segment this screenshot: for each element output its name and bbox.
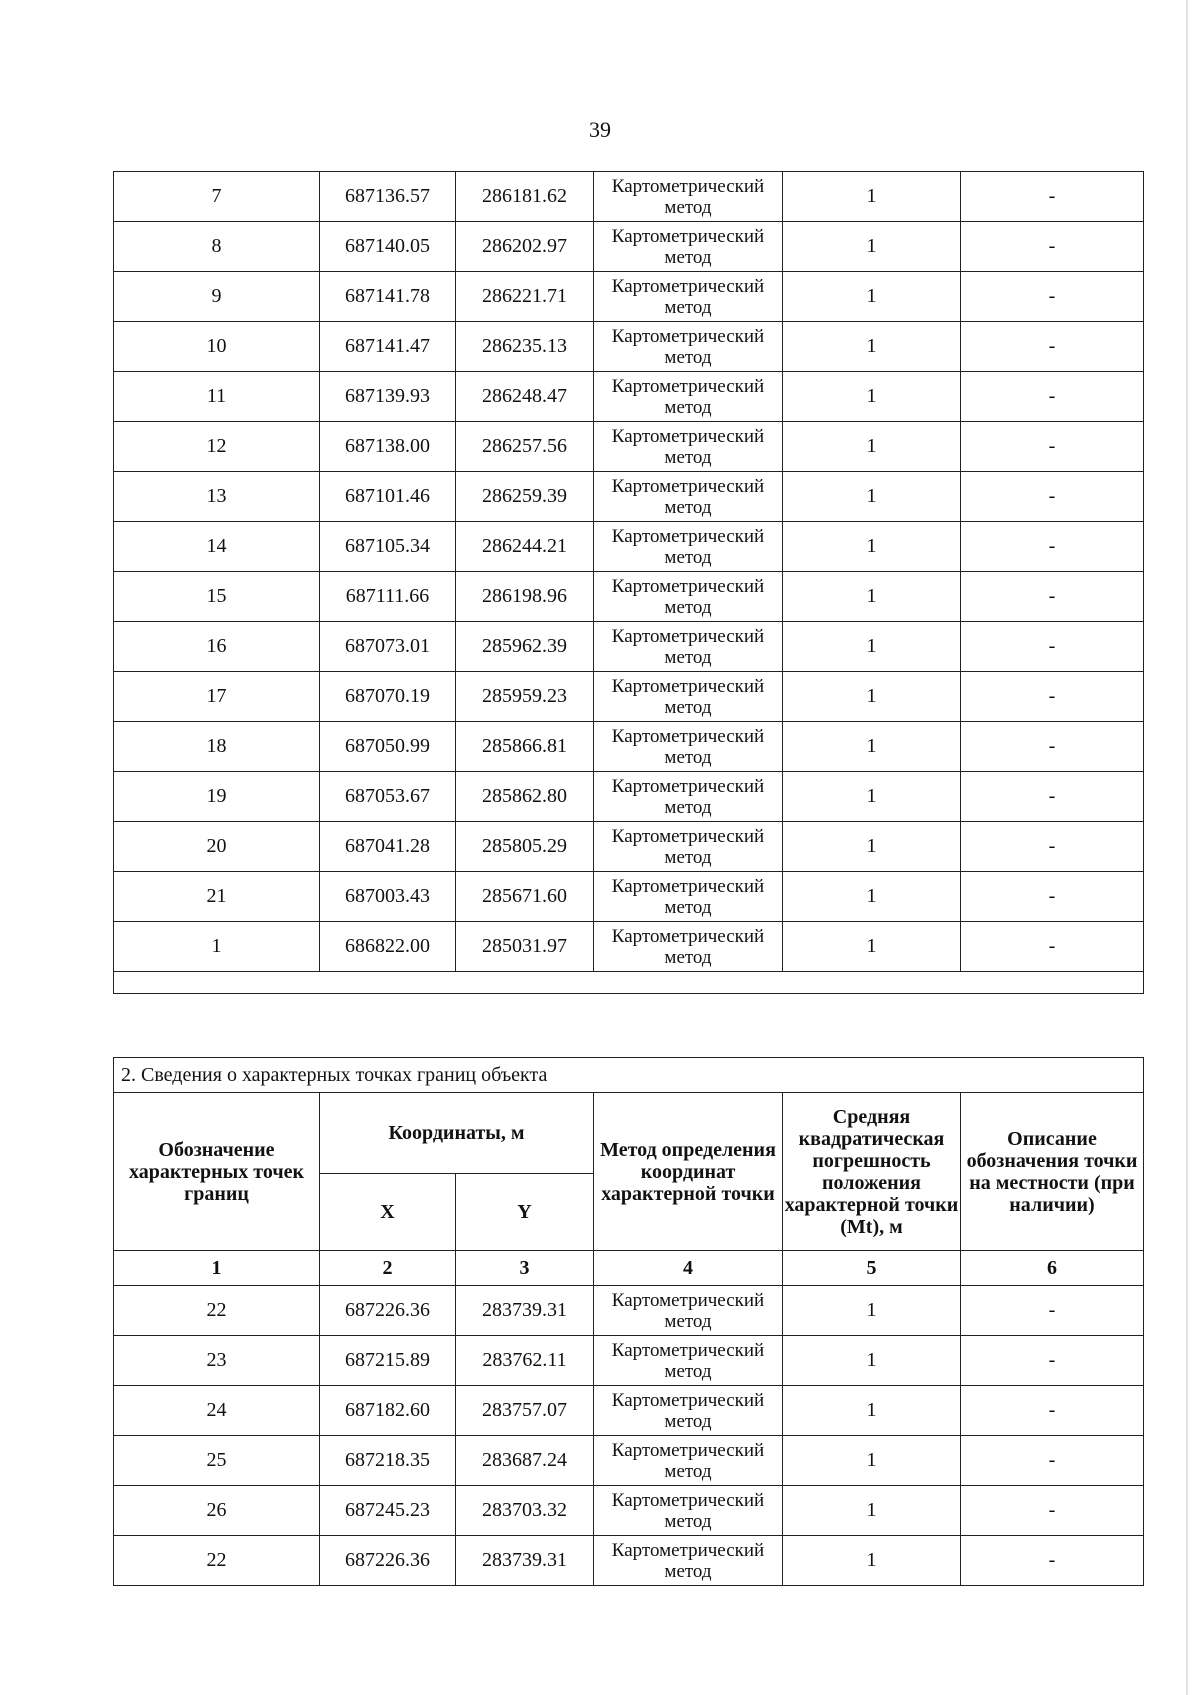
method-line-1: Картометрический (611, 625, 765, 647)
point-description: - (961, 1486, 1144, 1536)
method-line-2: метод (664, 346, 712, 368)
point-description: - (961, 372, 1144, 422)
method-line-2: метод (664, 246, 712, 268)
method-line-1: Картометрический (611, 375, 765, 397)
method-line-2: метод (664, 846, 712, 868)
method-line-1: Картометрический (611, 1289, 765, 1311)
coord-x: 687073.01 (320, 622, 456, 672)
point-number: 7 (114, 172, 320, 222)
error-value: 1 (783, 1486, 961, 1536)
point-number: 15 (114, 572, 320, 622)
coord-y: 285959.23 (456, 672, 594, 722)
method-line-2: метод (664, 596, 712, 618)
coord-y: 285962.39 (456, 622, 594, 672)
coord-y: 286244.21 (456, 522, 594, 572)
page-number: 39 (589, 117, 611, 142)
error-value: 1 (783, 672, 961, 722)
error-value: 1 (783, 1286, 961, 1336)
method-line-2: метод (664, 1560, 712, 1582)
point-description: - (961, 872, 1144, 922)
method-cell (594, 222, 783, 272)
point-number: 20 (114, 822, 320, 872)
header-y: Y (456, 1174, 594, 1251)
coord-y: 283757.07 (456, 1386, 594, 1436)
section2-title: 2. Сведения о характерных точках границ объекта (114, 1058, 1144, 1093)
point-number: 25 (114, 1436, 320, 1486)
error-value: 1 (783, 272, 961, 322)
table-row (114, 772, 1144, 822)
method-line-1: Картометрический (611, 1489, 765, 1511)
table-row (114, 172, 1144, 222)
point-number: 9 (114, 272, 320, 322)
point-number: 19 (114, 772, 320, 822)
coord-y: 286235.13 (456, 322, 594, 372)
method-cell (594, 472, 783, 522)
coord-x: 687101.46 (320, 472, 456, 522)
coord-x: 687136.57 (320, 172, 456, 222)
table-row (114, 522, 1144, 572)
coord-y: 285805.29 (456, 822, 594, 872)
method-line-2: метод (664, 396, 712, 418)
column-number: 3 (456, 1251, 594, 1286)
error-value: 1 (783, 422, 961, 472)
point-number: 13 (114, 472, 320, 522)
table-row (114, 322, 1144, 372)
point-description: - (961, 922, 1144, 972)
method-line-1: Картометрический (611, 475, 765, 497)
coord-x: 687245.23 (320, 1486, 456, 1536)
method-cell (594, 372, 783, 422)
coord-y: 283739.31 (456, 1286, 594, 1336)
method-line-2: метод (664, 896, 712, 918)
point-description: - (961, 422, 1144, 472)
point-description: - (961, 1436, 1144, 1486)
method-cell (594, 322, 783, 372)
error-value: 1 (783, 322, 961, 372)
coord-y: 283703.32 (456, 1486, 594, 1536)
point-description: - (961, 672, 1144, 722)
header-coordinates: Координаты, м (320, 1093, 594, 1174)
point-description: - (961, 572, 1144, 622)
table-row (114, 1436, 1144, 1486)
coord-x: 687140.05 (320, 222, 456, 272)
blank-cell (114, 972, 1144, 994)
error-value: 1 (783, 472, 961, 522)
method-line-1: Картометрический (611, 275, 765, 297)
coord-y: 285862.80 (456, 772, 594, 822)
method-line-2: метод (664, 1510, 712, 1532)
coord-x: 687003.43 (320, 872, 456, 922)
method-line-1: Картометрический (611, 575, 765, 597)
header-description: Описание обозначения точки на местности (при наличии) (961, 1093, 1144, 1251)
column-number: 4 (594, 1251, 783, 1286)
column-number: 2 (320, 1251, 456, 1286)
method-line-1: Картометрический (611, 1339, 765, 1361)
header-error: Средняя квадратическая погрешность положения характерной точки (Mt), м (783, 1093, 961, 1251)
point-description: - (961, 522, 1144, 572)
method-cell (594, 1386, 783, 1436)
coord-x: 687218.35 (320, 1436, 456, 1486)
method-line-1: Картометрический (611, 925, 765, 947)
method-cell (594, 622, 783, 672)
table-row (114, 1386, 1144, 1436)
table-row (114, 922, 1144, 972)
error-value: 1 (783, 822, 961, 872)
method-line-2: метод (664, 1310, 712, 1332)
point-number: 14 (114, 522, 320, 572)
point-description: - (961, 222, 1144, 272)
method-cell (594, 922, 783, 972)
method-line-1: Картометрический (611, 225, 765, 247)
point-description: - (961, 472, 1144, 522)
method-cell (594, 672, 783, 722)
point-number: 11 (114, 372, 320, 422)
coord-x: 687226.36 (320, 1286, 456, 1336)
coord-y: 286248.47 (456, 372, 594, 422)
point-number: 18 (114, 722, 320, 772)
table-row (114, 722, 1144, 772)
coord-y: 286198.96 (456, 572, 594, 622)
coord-x: 687138.00 (320, 422, 456, 472)
error-value: 1 (783, 922, 961, 972)
method-cell (594, 1286, 783, 1336)
method-line-2: метод (664, 1410, 712, 1432)
coord-x: 687182.60 (320, 1386, 456, 1436)
page-edge (1186, 0, 1188, 1695)
method-cell (594, 822, 783, 872)
error-value: 1 (783, 372, 961, 422)
method-cell (594, 1336, 783, 1386)
method-line-2: метод (664, 796, 712, 818)
method-line-2: метод (664, 296, 712, 318)
error-value: 1 (783, 1336, 961, 1386)
point-number: 12 (114, 422, 320, 472)
method-line-1: Картометрический (611, 1439, 765, 1461)
point-number: 22 (114, 1286, 320, 1336)
coord-x: 687215.89 (320, 1336, 456, 1386)
point-description: - (961, 722, 1144, 772)
table-row (114, 372, 1144, 422)
coord-y: 285031.97 (456, 922, 594, 972)
header-method: Метод определения координат характерной точки (594, 1093, 783, 1251)
method-line-2: метод (664, 696, 712, 718)
point-number: 8 (114, 222, 320, 272)
table-row (114, 1286, 1144, 1336)
point-description: - (961, 322, 1144, 372)
error-value: 1 (783, 622, 961, 672)
error-value: 1 (783, 522, 961, 572)
error-value: 1 (783, 1386, 961, 1436)
table-row (114, 1336, 1144, 1386)
section2-points-table-body (114, 1286, 1144, 1586)
table-row (114, 672, 1144, 722)
method-line-2: метод (664, 196, 712, 218)
point-description: - (961, 1386, 1144, 1436)
table-row (114, 222, 1144, 272)
error-value: 1 (783, 1436, 961, 1486)
method-cell (594, 1436, 783, 1486)
coord-y: 286257.56 (456, 422, 594, 472)
table-row (114, 872, 1144, 922)
coord-x: 687139.93 (320, 372, 456, 422)
coord-x: 687141.47 (320, 322, 456, 372)
method-cell (594, 522, 783, 572)
point-number: 26 (114, 1486, 320, 1536)
coord-y: 283762.11 (456, 1336, 594, 1386)
table-row (114, 422, 1144, 472)
point-description: - (961, 172, 1144, 222)
coord-x: 687226.36 (320, 1536, 456, 1586)
point-number: 17 (114, 672, 320, 722)
method-line-1: Картометрический (611, 325, 765, 347)
point-description: - (961, 272, 1144, 322)
method-cell (594, 1536, 783, 1586)
method-line-1: Картометрический (611, 175, 765, 197)
point-description: - (961, 822, 1144, 872)
coord-x: 687070.19 (320, 672, 456, 722)
method-line-1: Картометрический (611, 425, 765, 447)
column-number: 5 (783, 1251, 961, 1286)
table-row (114, 822, 1144, 872)
point-number: 10 (114, 322, 320, 372)
points-table-continued-body (114, 172, 1144, 994)
coord-x: 687053.67 (320, 772, 456, 822)
method-cell (594, 172, 783, 222)
column-number: 1 (114, 1251, 320, 1286)
coord-x: 686822.00 (320, 922, 456, 972)
coord-y: 286202.97 (456, 222, 594, 272)
method-cell (594, 272, 783, 322)
section2-points-table (113, 1057, 1144, 1586)
coord-y: 286181.62 (456, 172, 594, 222)
table-row (114, 1486, 1144, 1536)
method-line-1: Картометрический (611, 775, 765, 797)
column-number: 6 (961, 1251, 1144, 1286)
method-line-2: метод (664, 1460, 712, 1482)
point-number: 23 (114, 1336, 320, 1386)
method-line-2: метод (664, 1360, 712, 1382)
method-line-1: Картометрический (611, 725, 765, 747)
method-line-1: Картометрический (611, 1389, 765, 1411)
table-row (114, 472, 1144, 522)
method-line-2: метод (664, 946, 712, 968)
table-row (114, 572, 1144, 622)
error-value: 1 (783, 572, 961, 622)
point-number: 24 (114, 1386, 320, 1436)
point-description: - (961, 622, 1144, 672)
coord-x: 687041.28 (320, 822, 456, 872)
point-number: 16 (114, 622, 320, 672)
method-line-1: Картометрический (611, 1539, 765, 1561)
method-line-1: Картометрический (611, 875, 765, 897)
coord-x: 687050.99 (320, 722, 456, 772)
error-value: 1 (783, 872, 961, 922)
coord-x: 687105.34 (320, 522, 456, 572)
coord-x: 687111.66 (320, 572, 456, 622)
method-cell (594, 422, 783, 472)
method-line-2: метод (664, 546, 712, 568)
point-description: - (961, 1336, 1144, 1386)
coord-x: 687141.78 (320, 272, 456, 322)
table-row (114, 1536, 1144, 1586)
error-value: 1 (783, 722, 961, 772)
point-description: - (961, 772, 1144, 822)
method-cell (594, 872, 783, 922)
header-x: X (320, 1174, 456, 1251)
coord-y: 286221.71 (456, 272, 594, 322)
error-value: 1 (783, 222, 961, 272)
method-line-1: Картометрический (611, 825, 765, 847)
coord-y: 286259.39 (456, 472, 594, 522)
coord-y: 283739.31 (456, 1536, 594, 1586)
error-value: 1 (783, 1536, 961, 1586)
point-description: - (961, 1286, 1144, 1336)
method-cell (594, 1486, 783, 1536)
method-cell (594, 722, 783, 772)
method-line-2: метод (664, 646, 712, 668)
coord-y: 285671.60 (456, 872, 594, 922)
point-description: - (961, 1536, 1144, 1586)
method-line-2: метод (664, 496, 712, 518)
point-number: 22 (114, 1536, 320, 1586)
error-value: 1 (783, 172, 961, 222)
coord-y: 285866.81 (456, 722, 594, 772)
method-line-1: Картометрический (611, 675, 765, 697)
method-line-2: метод (664, 446, 712, 468)
method-line-2: метод (664, 746, 712, 768)
point-number: 21 (114, 872, 320, 922)
method-line-1: Картометрический (611, 525, 765, 547)
table-row (114, 622, 1144, 672)
method-cell (594, 772, 783, 822)
method-cell (594, 572, 783, 622)
table-row (114, 272, 1144, 322)
point-number: 1 (114, 922, 320, 972)
error-value: 1 (783, 772, 961, 822)
header-designation: Обозначение характерных точек границ (114, 1093, 320, 1251)
table-blank-row (114, 972, 1144, 994)
coord-y: 283687.24 (456, 1436, 594, 1486)
points-table-continued (113, 171, 1144, 994)
